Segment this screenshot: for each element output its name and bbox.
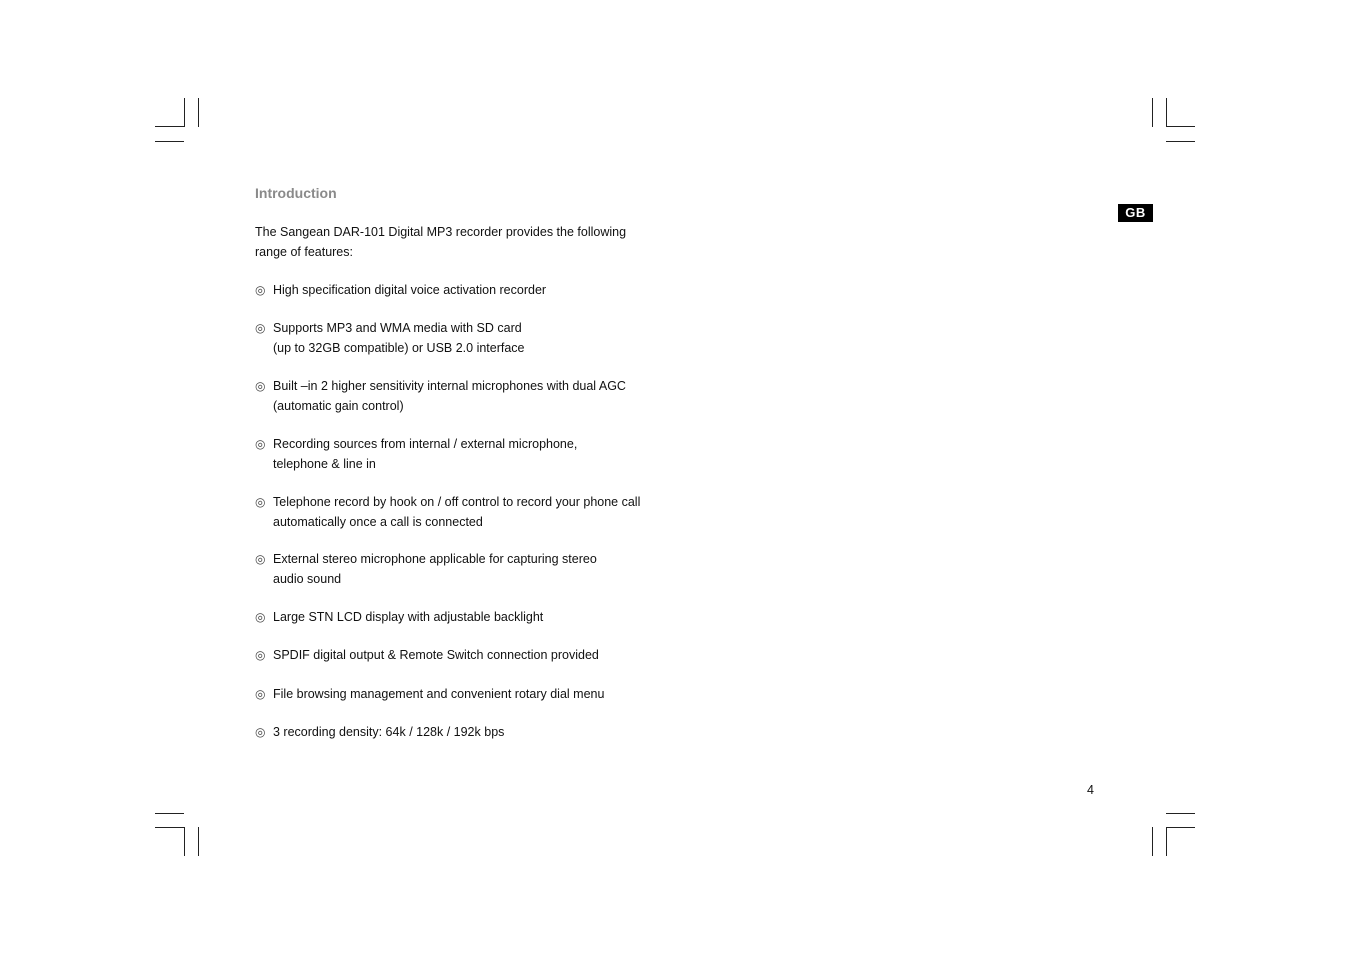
bullet-icon: ◎ — [255, 283, 266, 297]
bullet-icon: ◎ — [255, 321, 266, 335]
crop-mark — [198, 98, 199, 127]
feature-line: Large STN LCD display with adjustable backlight — [273, 610, 544, 624]
page-number: 4 — [1087, 783, 1094, 797]
crop-mark — [184, 827, 185, 856]
feature-item — [255, 319, 675, 358]
feature-line: SPDIF digital output & Remote Switch connection provided — [273, 648, 599, 662]
feature-item — [255, 608, 675, 628]
bullet-icon: ◎ — [255, 495, 266, 509]
crop-mark — [1166, 827, 1167, 856]
feature-item — [255, 377, 675, 416]
feature-line: External stereo microphone applicable for capturing stereo — [273, 552, 597, 566]
intro-line: range of features: — [255, 244, 353, 259]
bullet-icon: ◎ — [255, 552, 266, 566]
feature-item — [255, 435, 675, 474]
bullet-icon: ◎ — [255, 610, 266, 624]
feature-item — [255, 493, 675, 532]
crop-mark — [1152, 827, 1153, 856]
feature-line: automatically once a call is connected — [273, 514, 483, 529]
feature-line: Telephone record by hook on / off control to record your phone call — [273, 495, 641, 509]
bullet-icon: ◎ — [255, 379, 266, 393]
feature-line: (up to 32GB compatible) or USB 2.0 interface — [273, 340, 525, 355]
feature-line: High specification digital voice activation recorder — [273, 283, 547, 297]
feature-item — [255, 646, 675, 666]
crop-mark — [155, 141, 184, 142]
bullet-icon: ◎ — [255, 648, 266, 662]
feature-line: 3 recording density: 64k / 128k / 192k bps — [273, 725, 505, 739]
feature-item — [255, 723, 675, 743]
feature-line: File browsing management and convenient rotary dial menu — [273, 687, 605, 701]
crop-mark — [155, 813, 184, 814]
section-heading: Introduction — [255, 185, 337, 201]
feature-line: telephone & line in — [273, 456, 376, 471]
crop-mark — [1152, 98, 1153, 127]
bullet-icon: ◎ — [255, 437, 266, 451]
crop-mark — [1166, 126, 1195, 127]
feature-line: Supports MP3 and WMA media with SD card — [273, 321, 522, 335]
bullet-icon: ◎ — [255, 725, 266, 739]
crop-mark — [1166, 813, 1195, 814]
feature-line: audio sound — [273, 571, 342, 586]
crop-mark — [184, 98, 185, 127]
crop-mark — [1166, 98, 1167, 127]
language-badge: GB — [1118, 204, 1153, 222]
crop-mark — [155, 827, 184, 828]
crop-mark — [198, 827, 199, 856]
feature-item — [255, 550, 675, 589]
crop-mark — [1166, 827, 1195, 828]
feature-item — [255, 281, 675, 301]
bullet-icon: ◎ — [255, 687, 266, 701]
intro-line: The Sangean DAR-101 Digital MP3 recorder provides the following — [255, 225, 627, 239]
feature-item — [255, 685, 675, 705]
intro-paragraph — [255, 223, 655, 262]
crop-mark — [1166, 141, 1195, 142]
feature-line: Built –in 2 higher sensitivity internal microphones with dual AGC — [273, 379, 626, 393]
feature-line: (automatic gain control) — [273, 398, 404, 413]
crop-mark — [155, 126, 184, 127]
feature-line: Recording sources from internal / external microphone, — [273, 437, 578, 451]
